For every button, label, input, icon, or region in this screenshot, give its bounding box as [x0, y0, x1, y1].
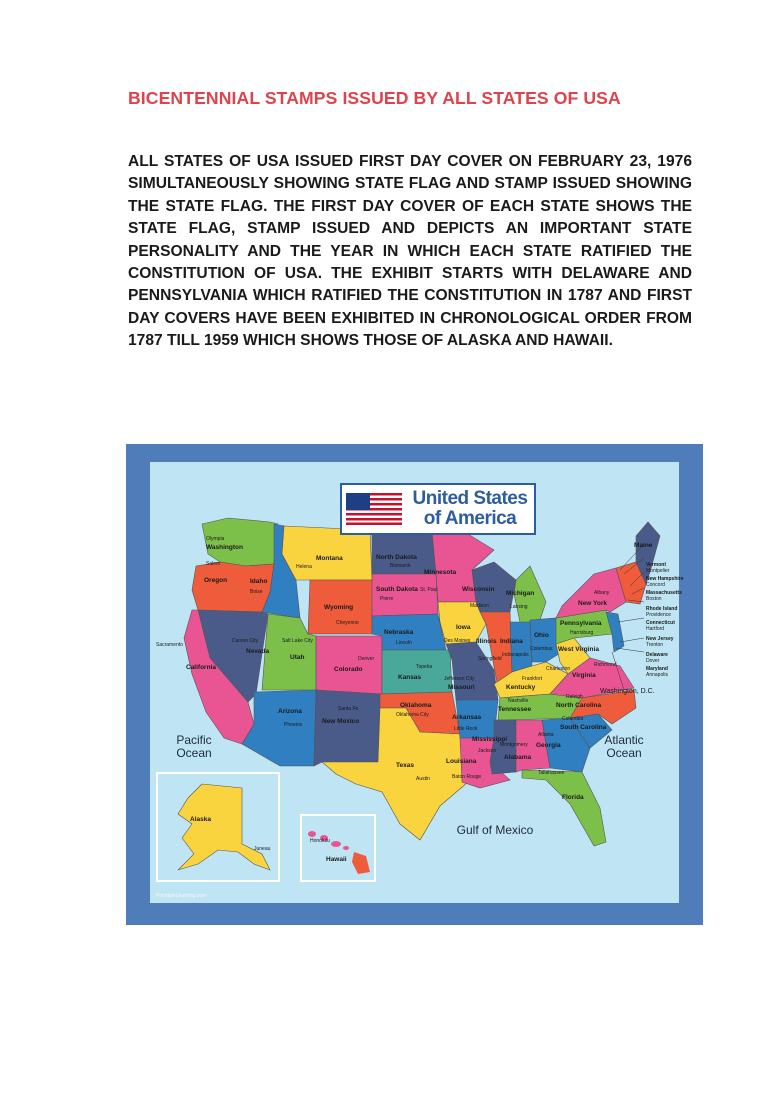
label-bismarck: Bismarck: [390, 563, 411, 569]
state-new-mexico: [314, 690, 380, 766]
ne-capital: Dover: [646, 658, 660, 664]
ne-item: [646, 620, 675, 632]
label-washington: Washington: [206, 544, 243, 551]
label-new-mexico: New Mexico: [322, 718, 360, 725]
ne-capital: Concord: [646, 582, 665, 588]
ne-item: [646, 606, 677, 618]
label-nashville: Nashville: [508, 698, 529, 704]
label-wisconsin: Wisconsin: [462, 586, 495, 593]
label-mississippi: Mississippi: [472, 736, 508, 743]
label-kansas: Kansas: [398, 674, 422, 681]
state-utah: [262, 614, 316, 690]
label-alabama: Alabama: [504, 754, 532, 761]
label-south-dakota: South Dakota: [376, 586, 418, 593]
usa-map: [126, 444, 703, 925]
state-south-dakota: [372, 574, 438, 616]
ne-state: Rhode Island: [646, 606, 678, 612]
label-des-moines: Des Moines: [444, 638, 471, 644]
label-lincoln: Lincoln: [396, 640, 412, 646]
label-phoenix: Phoenix: [284, 722, 303, 728]
label-nevada: Nevada: [246, 648, 270, 655]
label-juneau: Juneau: [254, 846, 271, 852]
label-nebraska: Nebraska: [384, 629, 414, 636]
state-colorado: [316, 636, 382, 694]
state-indiana: [510, 622, 532, 672]
ne-item: [646, 652, 668, 664]
label-oklahoma-city: Oklahoma City: [396, 712, 429, 718]
ne-state: New Hampshire: [646, 576, 684, 582]
ne-capital: Trenton: [646, 642, 664, 648]
label-helena: Helena: [296, 564, 312, 570]
ne-capital: Providence: [646, 612, 672, 618]
label-hawaii: Hawaii: [326, 856, 347, 863]
label-columbus: Columbus: [530, 646, 553, 652]
label-santa-fe: Santa Fe: [338, 706, 359, 712]
label-utah: Utah: [290, 654, 305, 661]
label-new-york: New York: [578, 600, 608, 607]
map-sea: [150, 462, 684, 903]
label-topeka: Topeka: [416, 664, 433, 670]
label-colorado: Colorado: [334, 666, 363, 673]
label-washington-dc: Washington, D.C.: [600, 688, 655, 695]
label-kentucky: Kentucky: [506, 684, 536, 691]
label-olympia: Olympia: [206, 536, 225, 542]
map-title: [406, 489, 534, 529]
label-indiana: Indiana: [500, 638, 523, 645]
label-indianapolis: Indianapolis: [502, 652, 529, 658]
ne-state: Delaware: [646, 652, 668, 658]
label-austin: Austin: [416, 776, 430, 782]
label-minnesota: Minnesota: [424, 569, 457, 576]
ne-state: Vermont: [646, 562, 667, 568]
label-little-rock: Little Rock: [454, 726, 478, 732]
label-oregon: Oregon: [204, 577, 228, 584]
label-alaska: Alaska: [190, 816, 211, 823]
label-raleigh: Raleigh: [566, 694, 583, 700]
hawaii-shape: [302, 816, 374, 880]
label-wyoming: Wyoming: [324, 604, 354, 611]
intro-paragraph: ALL STATES OF USA ISSUED FIRST DAY COVER ON FEBRUARY 23, 1976 SIMULTANEOUSLY SHOWING STATE FLAG AND STAMP ISSUED SHOWING THE STATE FLAG. THE FIRST DAY COVER OF EACH STATE SHOWS THE STATE FLAG, STAMP ISSUED AND DEPICTS AN IMPORTANT STATE PERSONALITY AND THE YEAR IN WHICH EACH STATE RATIFIED THE CONSTITUTION OF USA. THE EXHIBIT STARTS WITH DELAWARE AND PENNSYLVANIA WHICH RATIFIED THE CONSTITUTION IN 1787 AND FIRST DAY COVERS HAVE BEEN EXHIBITED IN CHRONOLOGICAL ORDER FROM 1787 TILL 1959 WHICH SHOWS THOSE OF ALASKA AND HAWAII.: [128, 153, 692, 350]
ne-item: [646, 666, 668, 678]
label-cheyenne: Cheyenne: [336, 620, 359, 626]
label-pierre: Pierre: [380, 596, 394, 602]
label-harrisburg: Harrisburg: [570, 630, 594, 636]
label-salem: Salem: [206, 561, 221, 567]
label-richmond: Richmond: [594, 662, 617, 668]
label-ohio: Ohio: [534, 632, 549, 639]
label-salt-lake-city: Salt Lake City: [282, 638, 313, 644]
ne-item: [646, 562, 669, 574]
label-pacific-ocean: Pacific Ocean: [176, 733, 212, 760]
label-tennessee: Tennessee: [498, 706, 532, 713]
label-missouri: Missouri: [448, 684, 475, 691]
label-west-virginia: West Virginia: [558, 646, 599, 653]
label-columbia: Columbia: [562, 716, 584, 722]
ne-capital: Montpelier: [646, 568, 670, 574]
label-arkansas: Arkansas: [452, 714, 482, 721]
state-arizona: [242, 690, 316, 766]
label-north-carolina: North Carolina: [556, 702, 602, 709]
label-albany: Albany: [594, 590, 610, 596]
map-credit: PrintableLearning.com: [156, 893, 207, 899]
state-new-york: [556, 568, 626, 618]
alaska-shape: [158, 774, 278, 880]
label-georgia: Georgia: [536, 742, 561, 749]
label-atlantic-ocean: Atlantic Ocean: [604, 733, 644, 760]
label-charleston: Charleston: [546, 666, 571, 672]
state-kansas: [382, 650, 452, 694]
label-illinois: Illinois: [476, 638, 497, 645]
label-baton-rouge: Baton Rouge: [452, 774, 482, 780]
state-washington: [202, 518, 278, 566]
ne-item: [646, 590, 682, 602]
label-north-dakota: North Dakota: [376, 554, 417, 561]
ne-item: [646, 636, 674, 648]
alaska-inset: [156, 772, 280, 882]
ne-state: New Jersey: [646, 636, 674, 642]
label-texas: Texas: [396, 762, 414, 769]
label-iowa: Iowa: [456, 624, 471, 631]
ne-state: Maryland: [646, 666, 668, 672]
ne-state: Connecticut: [646, 620, 675, 626]
page-title: BICENTENNIAL STAMPS ISSUED BY ALL STATES OF USA: [128, 88, 621, 108]
label-south-carolina: South Carolina: [560, 724, 607, 731]
us-flag-icon: [346, 493, 402, 525]
hawaii-inset: [300, 814, 376, 882]
label-florida: Florida: [562, 794, 584, 801]
ne-item: [646, 576, 684, 588]
label-gulf-of-mexico: Gulf of Mexico: [456, 823, 534, 837]
state-missouri: [446, 642, 498, 700]
label-louisiana: Louisiana: [446, 758, 477, 765]
label-jefferson-city: Jefferson City: [444, 676, 475, 682]
label-carson-city: Carson City: [232, 638, 259, 644]
label-st-paul: St. Paul: [420, 587, 438, 593]
label-montana: Montana: [316, 555, 343, 562]
label-honolulu: Honolulu: [310, 838, 330, 844]
map-title-line1: United States: [412, 488, 528, 509]
label-maine: Maine: [634, 542, 653, 549]
label-lansing: Lansing: [510, 604, 528, 610]
label-atlanta: Atlanta: [538, 732, 554, 738]
state-oregon: [192, 562, 274, 612]
ne-capital: Hartford: [646, 626, 665, 632]
ne-state: Massachusetts: [646, 590, 682, 596]
label-oklahoma: Oklahoma: [400, 702, 432, 709]
label-boise: Boise: [250, 589, 263, 595]
label-idaho: Idaho: [250, 578, 268, 585]
label-springfield: Springfield: [478, 656, 502, 662]
label-virginia: Virginia: [572, 672, 596, 679]
label-california: California: [186, 664, 216, 671]
map-title-line2: of America: [423, 508, 517, 529]
label-arizona: Arizona: [278, 708, 302, 715]
label-denver: Denver: [358, 656, 375, 662]
label-frankfort: Frankfort: [522, 676, 543, 682]
label-sacramento: Sacramento: [156, 642, 183, 648]
ne-capital: Annapolis: [646, 672, 668, 678]
label-michigan: Michigan: [506, 590, 535, 597]
map-banner: [340, 483, 536, 535]
label-jackson: Jackson: [478, 748, 497, 754]
label-pennsylvania: Pennsylvania: [560, 620, 602, 627]
ne-capital: Boston: [646, 596, 662, 602]
label-madison: Madison: [470, 603, 489, 609]
label-montgomery: Montgomery: [500, 742, 528, 748]
label-tallahassee: Tallahassee: [538, 770, 565, 776]
